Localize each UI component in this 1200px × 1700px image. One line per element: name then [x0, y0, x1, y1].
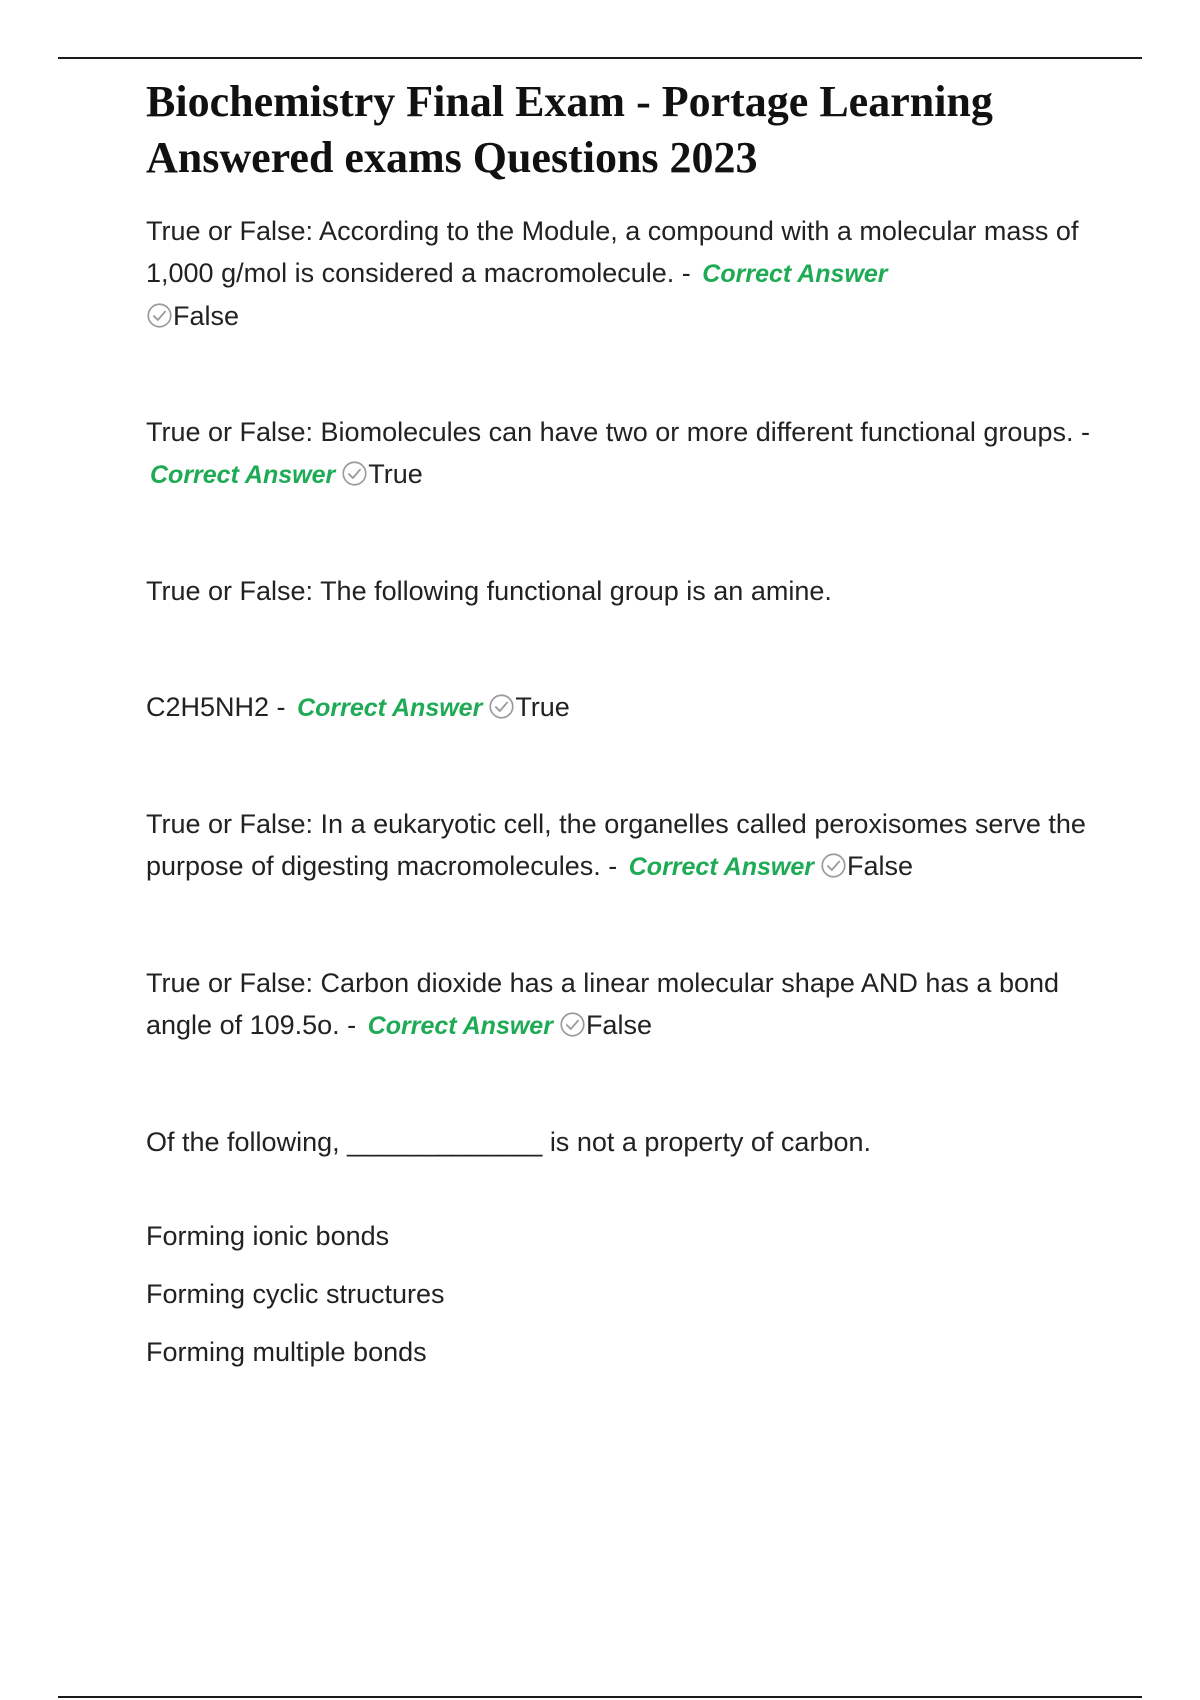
bottom-rule: [58, 1696, 1142, 1698]
option-2: Forming cyclic structures: [146, 1279, 445, 1309]
question-4: [146, 803, 1106, 888]
question-5: [146, 962, 1106, 1047]
correct-answer-label: Correct Answer: [702, 260, 888, 288]
answer-value: False: [847, 851, 914, 881]
answer-value: True: [515, 692, 570, 722]
option-3: Forming multiple bonds: [146, 1337, 427, 1367]
correct-answer-label: Correct Answer: [297, 694, 483, 722]
document-body: [146, 74, 1106, 1389]
check-circle-icon: [559, 1011, 586, 1038]
question-3: [146, 570, 1106, 612]
correct-answer-label: Correct Answer: [367, 1012, 553, 1040]
answer-value: False: [173, 301, 240, 331]
check-circle-icon: [488, 693, 515, 720]
answer-value: True: [368, 459, 423, 489]
question-text: Of the following, _____________ is not a property of carbon.: [146, 1127, 871, 1157]
option-1: Forming ionic bonds: [146, 1221, 390, 1251]
question-2: [146, 411, 1106, 496]
question-text: True or False: Biomolecules can have two or more different functional groups. -: [146, 417, 1090, 447]
question-6: [146, 1121, 1106, 1163]
check-circle-icon: [146, 302, 173, 329]
answer-value: False: [585, 1010, 652, 1040]
formula-text: C2H5NH2 -: [146, 692, 286, 722]
question-text: True or False: The following functional group is an amine.: [146, 576, 832, 606]
page-title: [146, 74, 1106, 186]
correct-answer-label: Correct Answer: [628, 853, 814, 881]
question-text: True or False: According to the Module, a compound with a molecular mass of 1,000 g/mol is considered a macromolecule. -: [146, 216, 1079, 288]
question-text: True or False: In a eukaryotic cell, the organelles called peroxisomes serve the purpose of digesting macromolecules. -: [146, 809, 1086, 881]
check-circle-icon: [820, 852, 847, 879]
title-line-1: Biochemistry Final Exam - Portage Learning: [146, 77, 993, 126]
question-3-formula: [146, 686, 1106, 729]
check-circle-icon: [341, 460, 368, 487]
question-text: True or False: Carbon dioxide has a linear molecular shape AND has a bond angle of 109.5o. -: [146, 968, 1060, 1040]
correct-answer-label: Correct Answer: [150, 461, 336, 489]
top-rule: [58, 57, 1142, 59]
title-line-2: Answered exams Questions 2023: [146, 133, 758, 182]
question-1: [146, 210, 1106, 337]
